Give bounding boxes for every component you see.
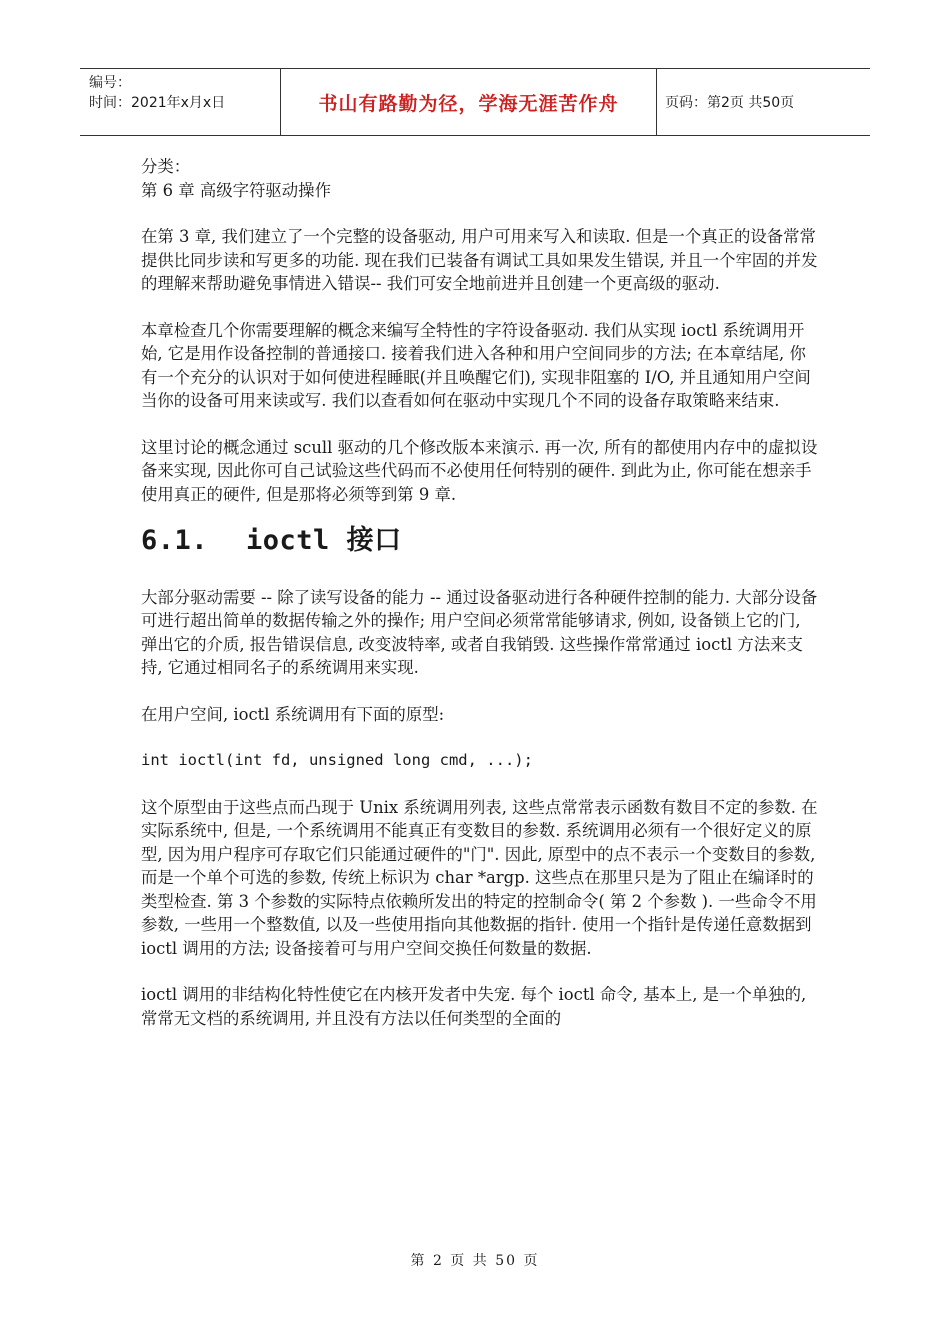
paragraph-1: 在第 3 章, 我们建立了一个完整的设备驱动, 用户可用来写入和读取. 但是一个真正的设备常常提供比同步读和写更多的功能. 现在我们已装备有调试工具如果发生错误, 并且一个牢固的并发的理解来帮助避免事情进入错误-- 我们可安全地前进并且创建一个更高级的驱动. — [141, 227, 818, 293]
paragraph-5: 在用户空间, ioctl 系统调用有下面的原型: — [141, 704, 445, 724]
date-label: 时间：2021年x月x日 — [89, 95, 226, 111]
header-page-cell — [657, 69, 870, 135]
category-line: 分类： — [141, 157, 191, 176]
motto: 书山有路勤为径，学海无涯苦作舟 — [318, 92, 619, 115]
section-number: 6.1. — [141, 525, 209, 556]
header-motto-cell — [281, 69, 657, 135]
code-prototype: int ioctl(int fd, unsigned long cmd, ...); — [141, 751, 533, 769]
section-heading — [141, 525, 821, 556]
page-footer: 第 2 页 共 50 页 — [410, 1253, 540, 1269]
paragraph-4: 大部分驱动需要 -- 除了读写设备的能力 -- 通过设备驱动进行各种硬件控制的能力. 大部分设备可进行超出简单的数据传输之外的操作; 用户空间必须常常能够请求, 例如, 设备锁上它的门, 弹出它的介质, 报告错误信息, 改变波特率, 或者自我销毁. 这些操作常常通过 ioctl 方法来支持, 它通过相同名子的系统调用来实现. — [141, 587, 818, 677]
header-info-cell — [80, 69, 281, 135]
chapter-line: 第 6 章 高级字符驱动操作 — [141, 180, 331, 200]
paragraph-7: ioctl 调用的非结构化特性使它在内核开发者中失宠. 每个 ioctl 命令, 基本上, 是一个单独的, 常常无文档的系统调用, 并且没有方法以任何类型的全面的 — [141, 985, 807, 1028]
paragraph-6: 这个原型由于这些点而凸现于 Unix 系统调用列表, 这些点常常表示函数有数目不定的参数. 在实际系统中, 但是, 一个系统调用不能真正有变数目的参数. 系统调用必须有一个很好定义的原型, 因为用户程序可存取它们只能通过硬件的"门". 因此, 原型中的点不表示一个变数目的参数, 而是一个单个可选的参数, 传统上标识为 char *argp. 这些点在那里只是为了阻止在编译时的类型检查. 第 3 个参数的实际特点依赖所发出的特定的控制命令( 第 2 个参数 ). 一些命令不用参数, 一些用一个整数值, 以及一些使用指向其他数据的指针. 使用一个指针是传递任意数据到 ioctl 调用的方法; 设备接着可与用户空间交换任何数量的数据. — [141, 797, 818, 958]
document-body — [141, 155, 821, 1053]
paragraph-3: 这里讨论的概念通过 scull 驱动的几个修改版本来演示. 再一次, 所有的都使用内存中的虚拟设备来实现, 因此你可自己试验这些代码而不必使用任何特别的硬件. 到此为止, 你可能在想亲手使用真正的硬件, 但是那将必须等到第 9 章. — [141, 437, 818, 504]
section-title: ioctl 接口 — [246, 525, 402, 556]
page-header — [80, 68, 870, 136]
number-label: 编号： — [89, 75, 131, 91]
paragraph-2: 本章检查几个你需要理解的概念来编写全特性的字符设备驱动. 我们从实现 ioctl 系统调用开始, 它是用作设备控制的普通接口. 接着我们进入各种和用户空间同步的方法; 在本章结尾, 你有一个充分的认识对于如何使进程睡眠(并且唤醒它们), 实现非阻塞的 I/O, 并且通知用户空间当你的设备可用来读或写. 我们以查看如何在驱动中实现几个不同的设备存取策略来结束. — [141, 320, 811, 410]
page-label: 页码：第2页 共50页 — [665, 95, 795, 111]
